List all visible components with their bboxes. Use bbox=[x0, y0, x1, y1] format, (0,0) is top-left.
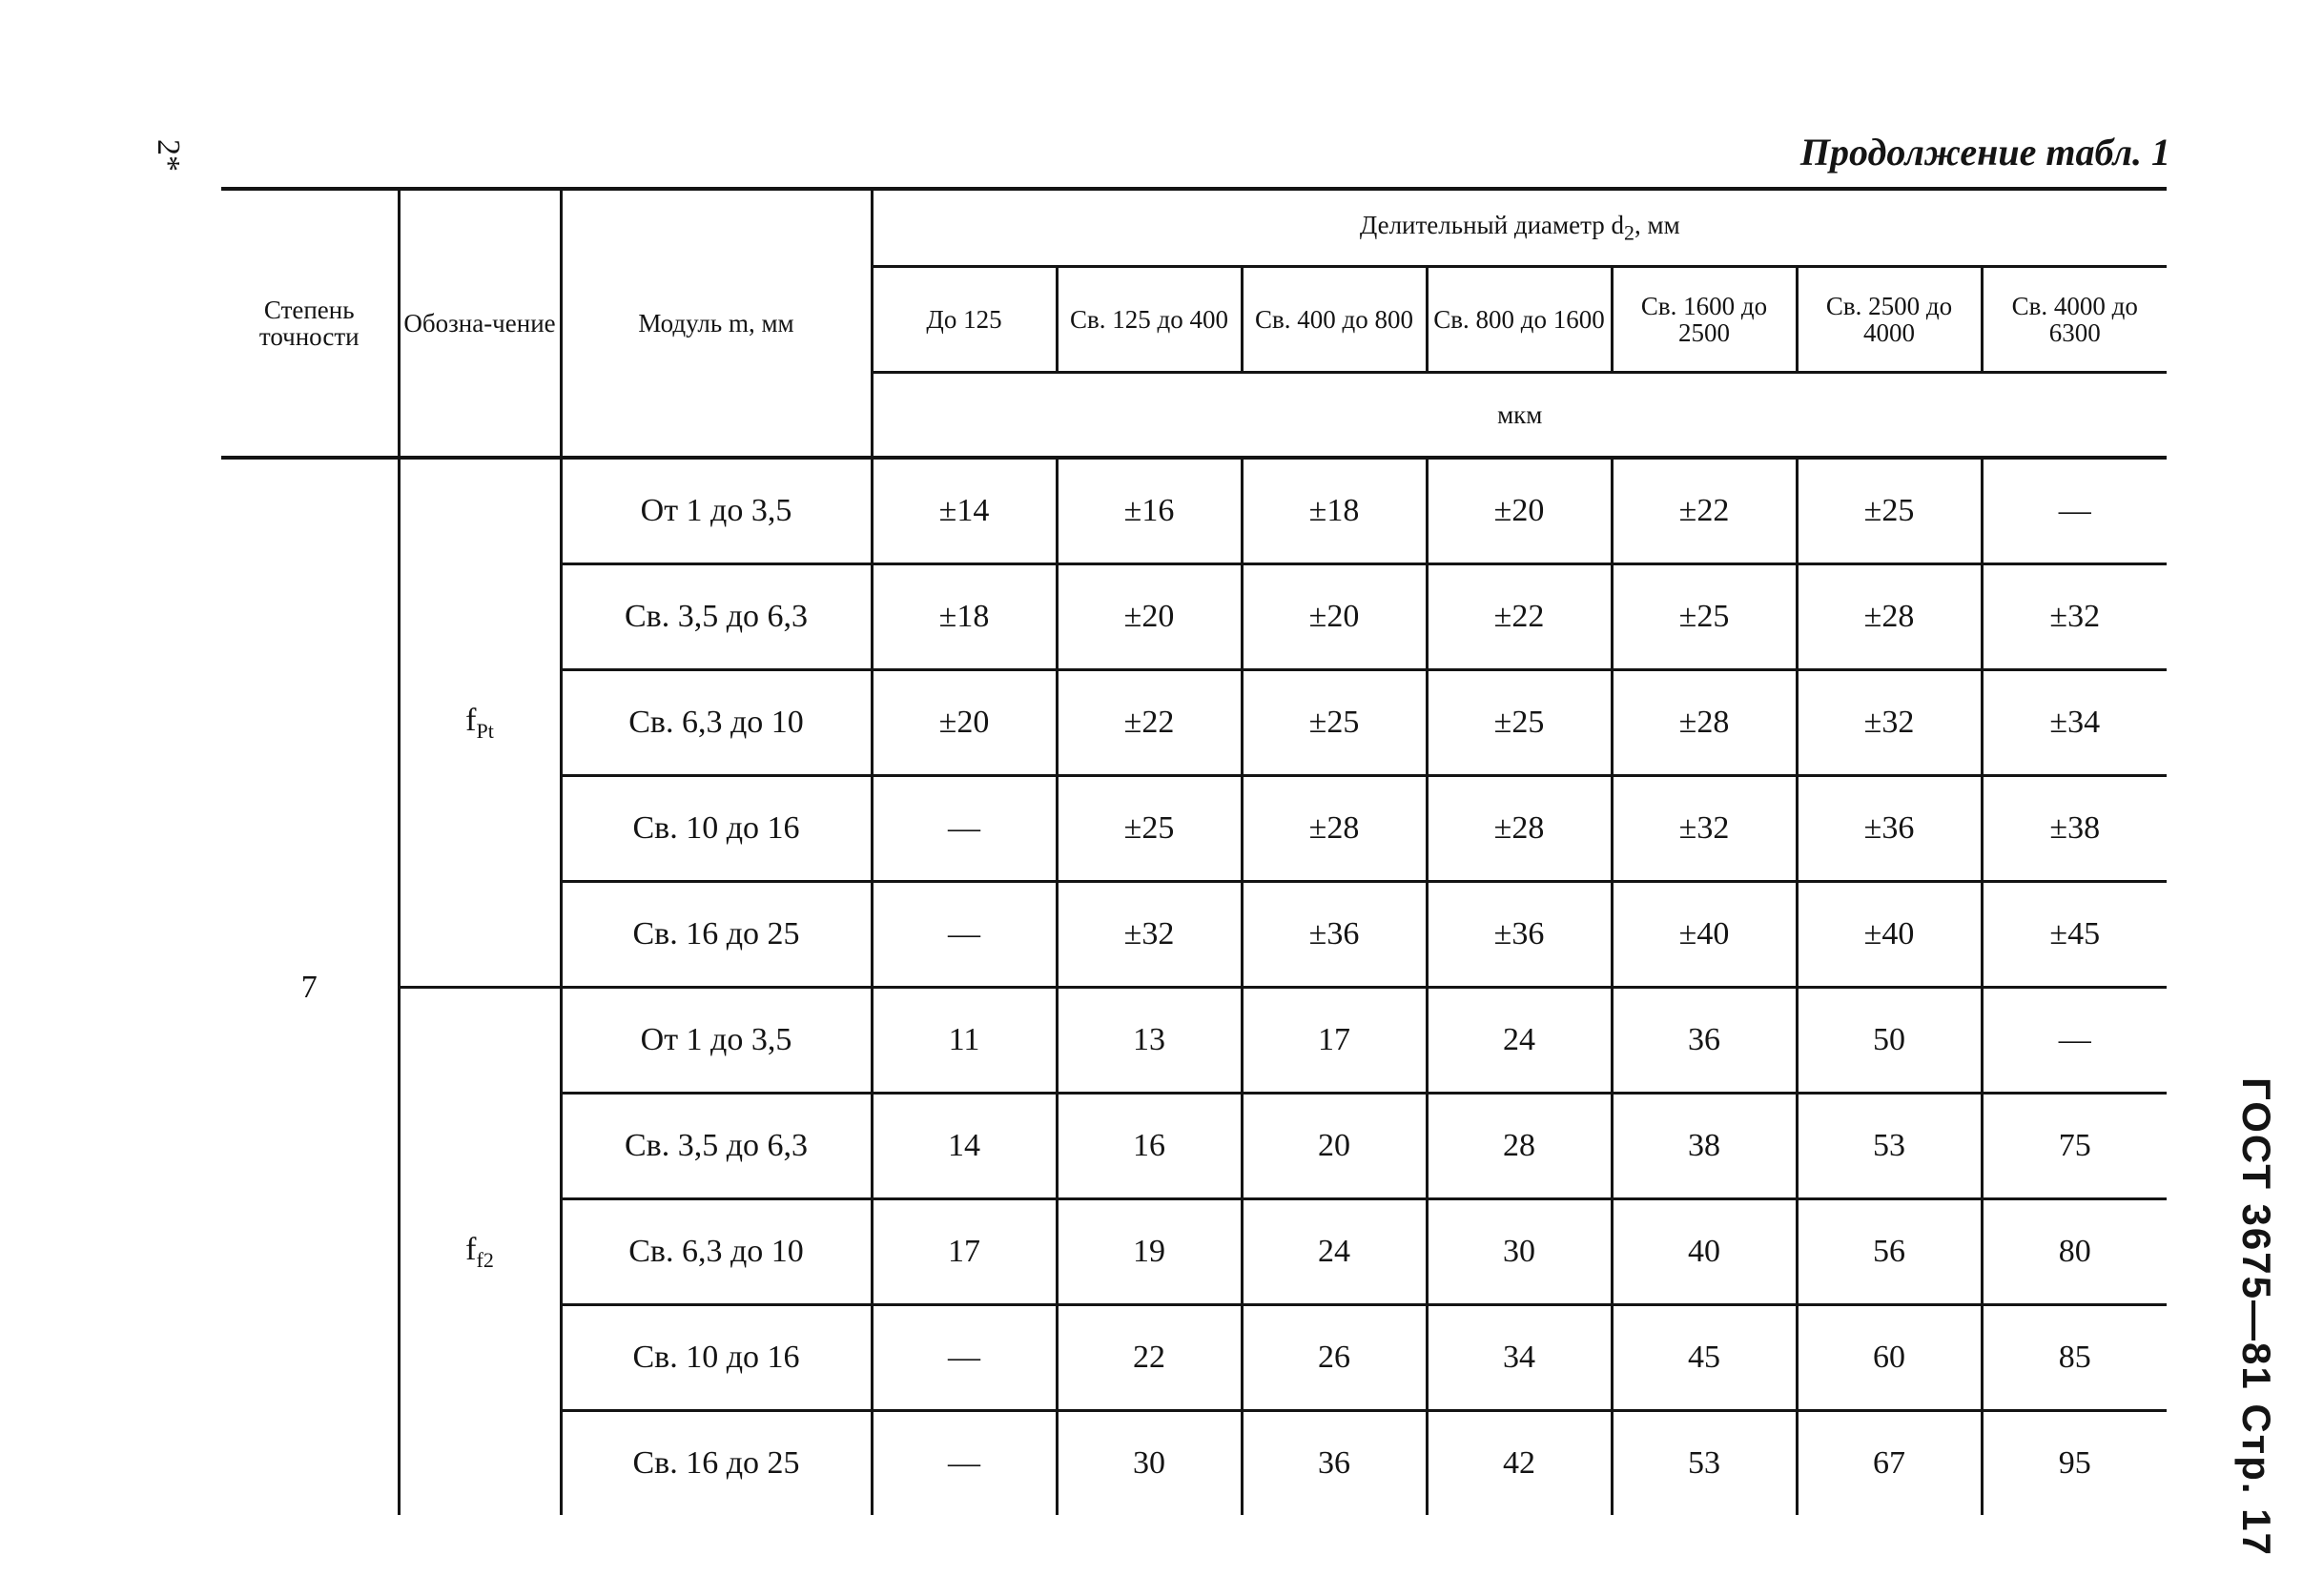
table-row bbox=[221, 458, 2167, 564]
value-cell: 28 bbox=[1427, 1094, 1612, 1199]
value-cell: 20 bbox=[1242, 1094, 1427, 1199]
value-cell: ±40 bbox=[1612, 882, 1797, 988]
value-cell: ±36 bbox=[1797, 776, 1982, 882]
value-cell: 17 bbox=[1242, 988, 1427, 1094]
module-cell: Св. 16 до 25 bbox=[561, 882, 872, 988]
header-module: Модуль m, мм bbox=[561, 189, 872, 458]
value-cell: ±32 bbox=[1612, 776, 1797, 882]
module-cell: От 1 до 3,5 bbox=[561, 458, 872, 564]
standard-side-label: ГОСТ 3675—81 Стр. 17 bbox=[2234, 1077, 2279, 1557]
value-cell: ±25 bbox=[1797, 458, 1982, 564]
value-cell: 19 bbox=[1057, 1199, 1242, 1305]
value-cell: 95 bbox=[2058, 1445, 2091, 1481]
value-cell: 34 bbox=[1427, 1305, 1612, 1411]
header-designation: Обозна-чение bbox=[399, 189, 561, 458]
value-cell: ±28 bbox=[1797, 564, 1982, 670]
value-cell: ±20 bbox=[872, 670, 1057, 776]
value-cell: ±20 bbox=[1427, 458, 1612, 564]
value-cell: 42 bbox=[1427, 1411, 1612, 1516]
tolerance-table bbox=[221, 187, 2167, 1515]
value-cell: 36 bbox=[1612, 988, 1797, 1094]
value-cell: 45 bbox=[1612, 1305, 1797, 1411]
value-cell: ±36 bbox=[1242, 882, 1427, 988]
value-cell: ±25 bbox=[1427, 670, 1612, 776]
module-cell: Св. 6,3 до 10 bbox=[561, 670, 872, 776]
designation-cell: $f_{f2}$ bbox=[399, 988, 561, 1516]
value-cell: 13 bbox=[1057, 988, 1242, 1094]
table-caption: Продолжение табл. 1 bbox=[1799, 131, 2170, 174]
value-cell: 36 bbox=[1242, 1411, 1427, 1516]
value-cell: ±25 bbox=[1242, 670, 1427, 776]
value-cell: ±22 bbox=[1612, 458, 1797, 564]
value-cell: ±38 bbox=[1982, 776, 2167, 882]
value-cell: 80 bbox=[1982, 1199, 2167, 1305]
value-cell: 56 bbox=[1797, 1199, 1982, 1305]
header-diameter-group: Делительный диаметр $d_2$, мм bbox=[872, 189, 2167, 267]
value-cell: ±32 bbox=[1982, 564, 2167, 670]
value-cell: ±25 bbox=[1057, 776, 1242, 882]
value-cell: ±28 bbox=[1612, 670, 1797, 776]
value-cell: 50 bbox=[1797, 988, 1982, 1094]
value-cell: 17 bbox=[872, 1199, 1057, 1305]
designation-cell: $f_{Pt}$ bbox=[399, 458, 561, 988]
value-cell: ±22 bbox=[1057, 670, 1242, 776]
value-cell: 53 bbox=[1612, 1411, 1797, 1516]
header-units: мкм bbox=[872, 373, 2167, 459]
value-cell: — bbox=[1982, 988, 2167, 1094]
value-cell: 24 bbox=[1242, 1199, 1427, 1305]
accuracy-degree-cell: 7 bbox=[221, 458, 399, 1515]
value-cell: ±20 bbox=[1057, 564, 1242, 670]
table-header bbox=[221, 189, 2167, 458]
header-col-6: Св. 2500 до 4000 bbox=[1797, 267, 1982, 373]
value-cell: ±32 bbox=[1797, 670, 1982, 776]
table-row bbox=[221, 988, 2167, 1094]
value-cell: — bbox=[872, 776, 1057, 882]
value-cell: ±18 bbox=[1242, 458, 1427, 564]
header-col-5: Св. 1600 до 2500 bbox=[1612, 267, 1797, 373]
value-cell: ±18 bbox=[872, 564, 1057, 670]
value-cell: 85 bbox=[1982, 1305, 2167, 1411]
module-cell: Св. 16 до 25 bbox=[561, 1411, 872, 1516]
module-cell: Св. 10 до 16 bbox=[561, 1305, 872, 1411]
header-col-3: Св. 400 до 800 bbox=[1242, 267, 1427, 373]
value-cell: ±28 bbox=[1427, 776, 1612, 882]
header-col-1: До 125 bbox=[872, 267, 1057, 373]
value-cell: — bbox=[872, 882, 1057, 988]
value-cell: ±25 bbox=[1612, 564, 1797, 670]
value-cell: 11 bbox=[872, 988, 1057, 1094]
value-cell: 26 bbox=[1242, 1305, 1427, 1411]
header-degree: Степень точности bbox=[221, 189, 399, 458]
module-cell: Св. 6,3 до 10 bbox=[561, 1199, 872, 1305]
value-cell: 22 bbox=[1057, 1305, 1242, 1411]
value-cell: — bbox=[872, 1411, 1057, 1516]
module-cell: Св. 10 до 16 bbox=[561, 776, 872, 882]
value-cell: 14 bbox=[872, 1094, 1057, 1199]
module-cell: Св. 3,5 до 6,3 bbox=[561, 1094, 872, 1199]
value-cell: ±22 bbox=[1427, 564, 1612, 670]
value-cell: ±36 bbox=[1427, 882, 1612, 988]
value-cell: 60 bbox=[1797, 1305, 1982, 1411]
value-cell: 16 bbox=[1057, 1094, 1242, 1199]
value-cell: — bbox=[872, 1305, 1057, 1411]
header-col-2: Св. 125 до 400 bbox=[1057, 267, 1242, 373]
module-cell: Св. 3,5 до 6,3 bbox=[561, 564, 872, 670]
table-body bbox=[221, 458, 2167, 1515]
value-cell: ±20 bbox=[1242, 564, 1427, 670]
header-col-4: Св. 800 до 1600 bbox=[1427, 267, 1612, 373]
value-cell: 67 bbox=[1797, 1411, 1982, 1516]
value-cell: 24 bbox=[1427, 988, 1612, 1094]
value-cell: 30 bbox=[1057, 1411, 1242, 1516]
value-cell: 40 bbox=[1612, 1199, 1797, 1305]
value-cell: ±34 bbox=[1982, 670, 2167, 776]
value-cell: 53 bbox=[1797, 1094, 1982, 1199]
value-cell: ±40 bbox=[1797, 882, 1982, 988]
header-col-7: Св. 4000 до 6300 bbox=[1982, 267, 2167, 373]
value-cell: ±14 bbox=[872, 458, 1057, 564]
page-margin-mark: 2* bbox=[151, 139, 186, 172]
value-cell: ±28 bbox=[1242, 776, 1427, 882]
value-cell: ±32 bbox=[1057, 882, 1242, 988]
value-cell: ±16 bbox=[1057, 458, 1242, 564]
value-cell: — bbox=[1982, 458, 2167, 564]
module-cell: От 1 до 3,5 bbox=[561, 988, 872, 1094]
value-cell: 38 bbox=[1612, 1094, 1797, 1199]
value-cell: ±45 bbox=[1982, 882, 2167, 988]
value-cell: 75 bbox=[1982, 1094, 2167, 1199]
value-cell: 30 bbox=[1427, 1199, 1612, 1305]
